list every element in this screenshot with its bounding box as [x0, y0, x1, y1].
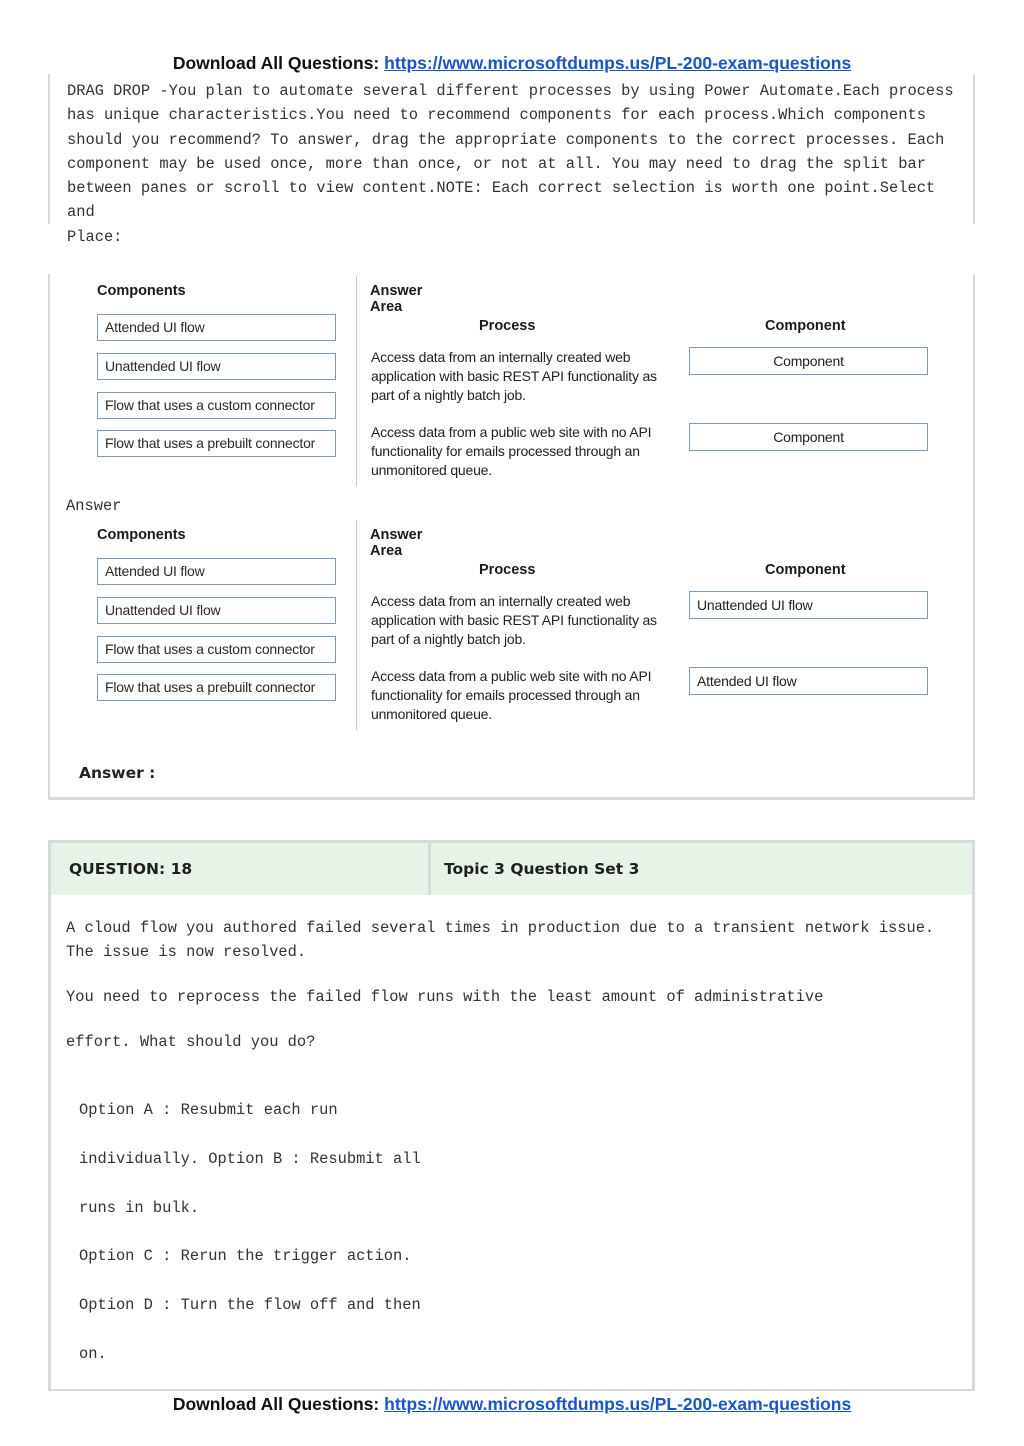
- download-banner-top: [0, 53, 1024, 74]
- component-header: Component: [765, 562, 846, 578]
- component-attended-ui-flow[interactable]: Attended UI flow: [97, 558, 336, 585]
- components-header: Components: [97, 527, 186, 543]
- question-text: DRAG DROP -You plan to automate several different processes by using Power Automate.Each process has unique characteristics.You need to recommend components for each process.Which components should you recommend? To answer, drag the appropriate components to the correct processes. Each component may be used once, more than once, or not at all. You may need to drag the split bar between panes or scroll to view content.NOTE: Each correct selection is worth one point.Select and Place:: [67, 82, 954, 246]
- question-paragraph-1: A cloud flow you authored failed several times in production due to a transient network issue. The issue is now resolved.: [66, 919, 935, 962]
- download-banner-bottom: [0, 1394, 1024, 1415]
- question-paragraph-2: You need to reprocess the failed flow runs with the least amount of administrative: [66, 988, 824, 1006]
- drop-target-2[interactable]: Component: [689, 423, 928, 451]
- download-link[interactable]: https://www.microsoftdumps.us/PL-200-exam-questions: [384, 1394, 852, 1414]
- component-custom-connector-flow[interactable]: Flow that uses a custom connector: [97, 636, 336, 663]
- option-line: individually. Option B : Resubmit all: [79, 1150, 421, 1168]
- option-line: Option D : Turn the flow off and then: [79, 1296, 421, 1314]
- option-line: Option A : Resubmit each run: [79, 1101, 338, 1119]
- question-number-cell: [51, 843, 431, 895]
- option-line: on.: [79, 1345, 107, 1363]
- answer-area-header: Answer Area: [370, 283, 423, 315]
- components-header: Components: [97, 283, 186, 299]
- component-prebuilt-connector-flow[interactable]: Flow that uses a prebuilt connector: [97, 430, 336, 457]
- process-1-text: Access data from an internally created web application with basic REST API functionality as part of a nightly batch job.: [371, 349, 657, 403]
- process-header: Process: [479, 562, 536, 578]
- question-topic: Topic 3 Question Set 3: [444, 860, 640, 878]
- component-unattended-ui-flow[interactable]: Unattended UI flow: [97, 353, 336, 380]
- component-custom-connector-flow[interactable]: Flow that uses a custom connector: [97, 392, 336, 419]
- component-prebuilt-connector-flow[interactable]: Flow that uses a prebuilt connector: [97, 674, 336, 701]
- download-link[interactable]: https://www.microsoftdumps.us/PL-200-exam-questions: [384, 53, 852, 73]
- component-unattended-ui-flow[interactable]: Unattended UI flow: [97, 597, 336, 624]
- process-2-text: Access data from a public web site with no API functionality for emails processed through an unmonitored queue.: [371, 668, 652, 722]
- process-2-text: Access data from a public web site with no API functionality for emails processed through an unmonitored queue.: [371, 424, 652, 478]
- download-label: Download All Questions:: [172, 53, 385, 73]
- answer-area-header: Answer Area: [370, 527, 423, 559]
- component-attended-ui-flow[interactable]: Attended UI flow: [97, 314, 336, 341]
- answer-slot-2[interactable]: Attended UI flow: [689, 667, 928, 695]
- question-number: QUESTION: 18: [69, 860, 193, 878]
- answer-heading: Answer :: [79, 764, 156, 782]
- option-line: runs in bulk.: [79, 1199, 200, 1217]
- question-header: [51, 843, 972, 895]
- answer-slot-1[interactable]: Unattended UI flow: [689, 591, 928, 619]
- pane-divider: [356, 520, 357, 730]
- option-line: Option C : Rerun the trigger action.: [79, 1247, 412, 1265]
- pane-divider: [356, 276, 357, 486]
- process-1-text: Access data from an internally created web application with basic REST API functionality as part of a nightly batch job.: [371, 593, 657, 647]
- question-paragraph-3: effort. What should you do?: [66, 1033, 316, 1051]
- answer-label: Answer: [66, 497, 122, 515]
- process-header: Process: [479, 318, 536, 334]
- question-intro: [48, 74, 975, 246]
- download-label: Download All Questions:: [172, 1394, 385, 1414]
- component-header: Component: [765, 318, 846, 334]
- drop-target-1[interactable]: Component: [689, 347, 928, 375]
